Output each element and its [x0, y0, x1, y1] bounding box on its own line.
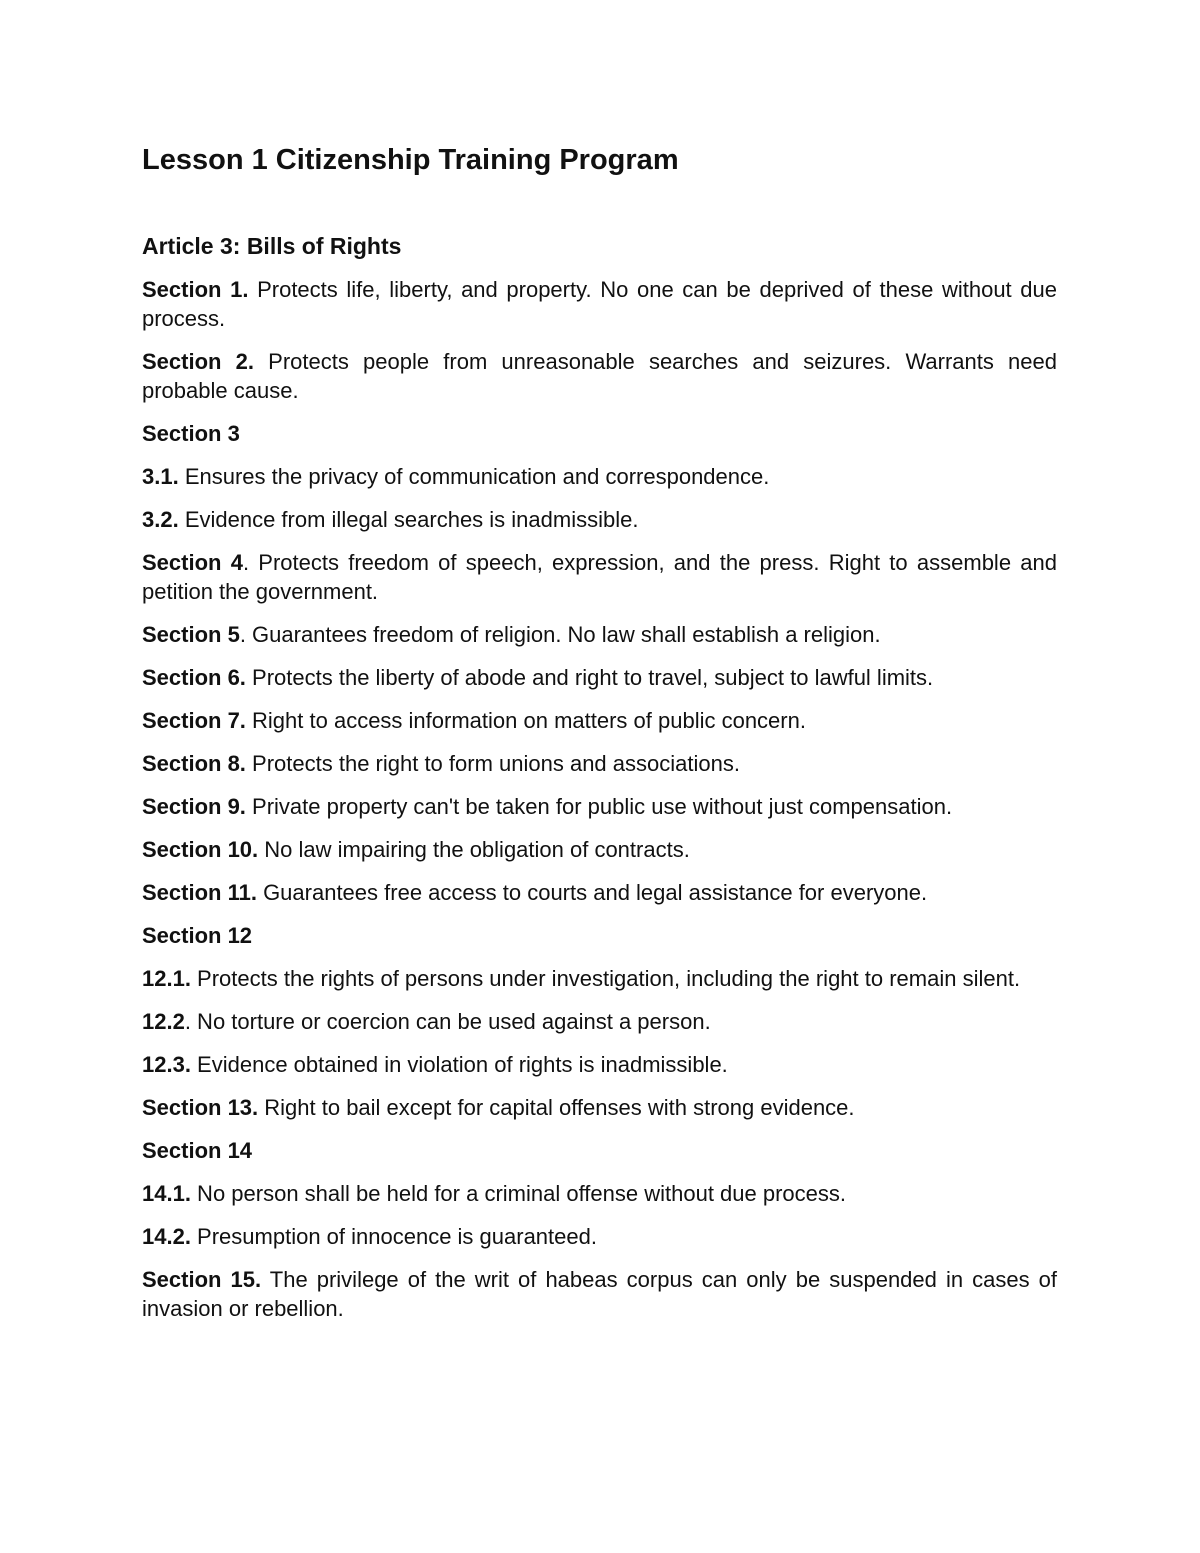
- section-text: Protects the right to form unions and associations.: [245, 751, 740, 776]
- section-label: Section 3: [142, 421, 240, 446]
- section-label: Section 9.: [142, 794, 246, 819]
- section-text: Private property can't be taken for public use without just compensation.: [245, 794, 953, 819]
- section-text: No person shall be held for a criminal offense without due process.: [190, 1181, 847, 1206]
- section-14-heading: [142, 1136, 1057, 1165]
- section-label: 14.1.: [142, 1181, 191, 1206]
- section-label: 12.3.: [142, 1052, 191, 1077]
- section-4: [142, 548, 1057, 606]
- section-label: 3.1.: [142, 464, 179, 489]
- section-2: [142, 347, 1057, 405]
- section-14-2: [142, 1222, 1057, 1251]
- section-10: [142, 835, 1057, 864]
- section-text: Right to bail except for capital offenses with strong evidence.: [258, 1095, 855, 1120]
- section-label: 12.2: [142, 1009, 185, 1034]
- section-text: Ensures the privacy of communication and correspondence.: [178, 464, 770, 489]
- section-text: Protects life, liberty, and property. No one can be deprived of these without due process.: [142, 277, 1057, 331]
- section-label: Section 12: [142, 923, 253, 948]
- section-3-heading: [142, 419, 1057, 448]
- article-heading: Article 3: Bills of Rights: [142, 233, 402, 259]
- section-label: Section 5: [142, 622, 240, 647]
- section-1: [142, 275, 1057, 333]
- section-3-1: [142, 462, 1057, 491]
- document-page: [142, 140, 1057, 1323]
- section-label: Section 8.: [142, 751, 246, 776]
- section-label: Section 13.: [142, 1095, 259, 1120]
- section-3-2: [142, 505, 1057, 534]
- section-text: The privilege of the writ of habeas corpus can only be suspended in cases of invasion or rebellion.: [142, 1267, 1058, 1321]
- section-14-1: [142, 1179, 1057, 1208]
- section-text: Evidence obtained in violation of rights is inadmissible.: [190, 1052, 728, 1077]
- document-title: Lesson 1 Citizenship Training Program: [142, 144, 679, 176]
- section-12-1: [142, 964, 1057, 993]
- section-9: [142, 792, 1057, 821]
- section-12-3: [142, 1050, 1057, 1079]
- section-label: Section 10.: [142, 837, 259, 862]
- section-text: Protects people from unreasonable searches and seizures. Warrants need probable cause.: [142, 349, 1058, 403]
- section-label: Section 15.: [142, 1267, 262, 1292]
- section-label: Section 7.: [142, 708, 246, 733]
- section-label: Section 1.: [142, 277, 249, 302]
- section-11: [142, 878, 1057, 907]
- section-text: Guarantees free access to courts and legal assistance for everyone.: [256, 880, 928, 905]
- section-8: [142, 749, 1057, 778]
- section-7: [142, 706, 1057, 735]
- section-15: [142, 1265, 1057, 1323]
- section-text: . Guarantees freedom of religion. No law shall establish a religion.: [239, 622, 881, 647]
- section-label: 14.2.: [142, 1224, 191, 1249]
- section-text: . No torture or coercion can be used against a person.: [184, 1009, 711, 1034]
- section-text: Right to access information on matters of public concern.: [245, 708, 806, 733]
- section-text: Presumption of innocence is guaranteed.: [190, 1224, 597, 1249]
- section-label: Section 11.: [142, 880, 257, 905]
- section-text: Evidence from illegal searches is inadmissible.: [178, 507, 639, 532]
- section-text: Protects the rights of persons under investigation, including the right to remain silent.: [190, 966, 1021, 991]
- section-13: [142, 1093, 1057, 1122]
- section-5: [142, 620, 1057, 649]
- section-label: Section 4: [142, 550, 243, 575]
- section-12-2: [142, 1007, 1057, 1036]
- section-label: Section 14: [142, 1138, 253, 1163]
- section-text: Protects the liberty of abode and right to travel, subject to lawful limits.: [245, 665, 934, 690]
- section-label: Section 6.: [142, 665, 246, 690]
- section-text: . Protects freedom of speech, expression, and the press. Right to assemble and petition the government.: [142, 550, 1057, 604]
- section-label: 3.2.: [142, 507, 179, 532]
- section-text: No law impairing the obligation of contracts.: [258, 837, 690, 862]
- section-6: [142, 663, 1057, 692]
- section-label: 12.1.: [142, 966, 191, 991]
- section-label: Section 2.: [142, 349, 254, 374]
- section-12-heading: [142, 921, 1057, 950]
